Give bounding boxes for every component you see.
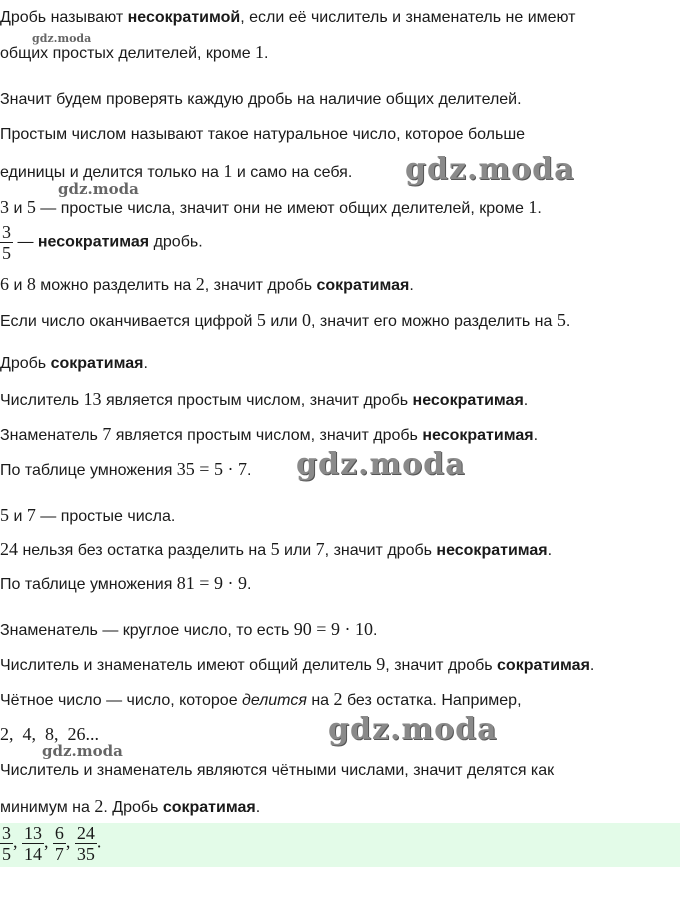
paragraph-min-2: минимум на 2. Дробь сократимая.	[0, 796, 261, 816]
answer-fraction: $\frac{24}{35}$	[76, 823, 95, 864]
paragraph-check: Значит будем проверять каждую дробь на наличие общих делителей.	[0, 91, 522, 108]
answer-fraction: $\frac{6}{7}$	[54, 823, 64, 864]
fraction: $\frac{3}{5}$	[2, 222, 11, 263]
watermark-big: gdz.moda	[296, 447, 466, 482]
answer-fraction: $\frac{3}{5}$	[2, 823, 11, 864]
paragraph-3-5: 3 и 5 — простые числа, значит они не имеют общих делителей, кроме 1.	[0, 197, 542, 217]
answer-fraction: $\frac{13}{14}$	[23, 823, 42, 864]
paragraph-even-examples: 2, 4, 8, 26...	[0, 724, 99, 744]
paragraph-prime-def: Простым числом называют такое натуральное число, которое больше	[0, 126, 526, 143]
paragraph-24: 24 нельзя без остатка разделить на 5 или 7, значит дробь несократимая.	[0, 539, 553, 559]
paragraph-fraction-3-5: $\frac{3}{5}$ — несократимая дробь.	[2, 222, 203, 263]
paragraph-numerator-13: Числитель 13 является простым числом, значит дробь несократимая.	[0, 389, 529, 409]
answer-block: $\frac{3}{5}$ , $\frac{13}{14}$ , $\frac{6}{7}$ , $\frac{24}{35}$ .	[0, 823, 680, 867]
paragraph-81: По таблице умножения 81 = 9 · 9.	[0, 573, 252, 593]
paragraph-35: По таблице умножения 35 = 5 · 7.	[0, 459, 252, 479]
paragraph-reducible: Дробь сократимая.	[0, 355, 148, 372]
paragraph-definition: Дробь называют несократимой, если её числитель и знаменатель не имеют	[0, 9, 576, 26]
paragraph-5-7: 5 и 7 — простые числа.	[0, 505, 176, 525]
watermark-mid: gdz.moda	[42, 742, 123, 760]
paragraph-common-9: Числитель и знаменатель имеют общий делитель 9, значит дробь сократимая.	[0, 654, 595, 674]
paragraph-even: Чётное число — число, которое делится на 2 без остатка. Например,	[0, 689, 522, 709]
paragraph-90: Знаменатель — круглое число, то есть 90 = 9 · 10.	[0, 619, 378, 639]
watermark-big: gdz.moda	[328, 712, 498, 747]
paragraph-denominator-7: Знаменатель 7 является простым числом, значит дробь несократимая.	[0, 424, 539, 444]
paragraph-6-8: 6 и 8 можно разделить на 2, значит дробь сократимая.	[0, 274, 414, 294]
paragraph-definition-cont: общих простых делителей, кроме 1.	[0, 42, 269, 62]
watermark-big: gdz.moda	[405, 152, 575, 187]
watermark-small: gdz.moda	[32, 32, 92, 45]
paragraph-both-even: Числитель и знаменатель являются чётными числами, значит делятся как	[0, 762, 555, 779]
watermark-mid: gdz.moda	[58, 180, 139, 198]
paragraph-divisible-5: Если число оканчивается цифрой 5 или 0, значит его можно разделить на 5.	[0, 310, 571, 330]
paragraph-prime-def-cont: единицы и делится только на 1 и само на себя.	[0, 161, 353, 181]
